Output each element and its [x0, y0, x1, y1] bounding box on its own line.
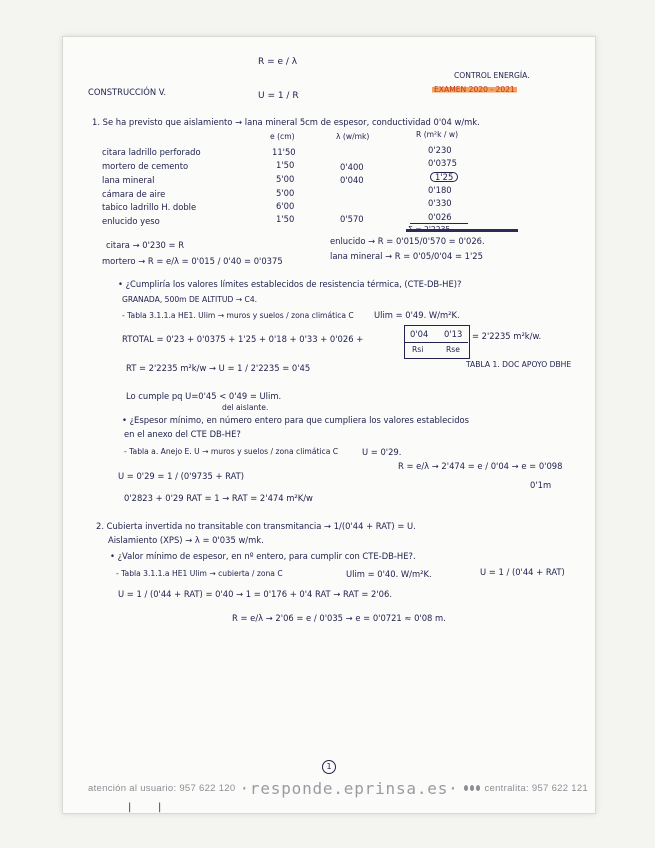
footer-phone-user: atención al usuario: 957 622 120: [88, 782, 236, 794]
table-row-e: 1'50: [276, 214, 295, 224]
table-row-lambda: 0'570: [340, 214, 364, 224]
scan-mark: |: [128, 802, 132, 813]
q2-calc-2: R = e/λ → 2'06 = e / 0'035 → e = 0'0721 ≈ 0'08 m.: [232, 613, 446, 623]
rsi-value: 0'04: [410, 329, 429, 339]
facebook-icon: [470, 785, 474, 791]
table-row-r: 0'230: [428, 145, 452, 155]
table-row-e: 5'00: [276, 188, 295, 198]
footer: [88, 778, 589, 798]
rse-value: 0'13: [444, 329, 463, 339]
col-header-r: R (m²k / w): [416, 130, 459, 139]
u-equation: U = 0'29 = 1 / (0'9735 + RAT): [118, 471, 245, 481]
u-value-029: U = 0'29.: [362, 447, 402, 457]
twitter-icon: [476, 785, 480, 791]
exam-label: EXAMEN 2020 - 2021: [434, 85, 515, 94]
e-result: 0'1m: [530, 480, 552, 490]
calc-lana: lana mineral → R = 0'05/0'04 = 1'25: [330, 251, 483, 261]
box-divider: [404, 342, 468, 343]
col-header-lambda: λ (w/mk): [336, 132, 370, 141]
table-row-name: mortero de cemento: [102, 161, 189, 171]
bullet-espesor-2: en el anexo del CTE DB-HE?: [124, 429, 241, 439]
q1-statement: 1. Se ha previsto que aislamiento → lana mineral 5cm de espesor, conductividad 0'04 w/mk.: [92, 117, 480, 127]
q2-statement: 2. Cubierta invertida no transitable con transmitancia → 1/(0'44 + RAT) = U.: [96, 521, 416, 531]
q2-bullet: • ¿Valor mínimo de espesor, en nº entero, para cumplir con CTE-DB-HE?.: [110, 551, 416, 561]
q2-aislamiento: Aislamiento (XPS) → λ = 0'035 w/mk.: [108, 535, 264, 545]
table-row-r: 0'330: [428, 198, 452, 208]
calc-enlucido: enlucido → R = 0'015/0'570 = 0'026.: [330, 236, 485, 246]
page-number: 1: [322, 760, 336, 774]
table-row-lambda: 0'040: [340, 175, 364, 185]
tabla-anejo: - Tabla a. Anejo E. U → muros y suelos / zona climática C: [124, 447, 339, 456]
table-ref: - Tabla 3.1.1.a HE1. Ulim → muros y suelos / zona climática C: [122, 311, 354, 320]
calc-mortero: mortero → R = e/λ = 0'015 / 0'40 = 0'0375: [102, 256, 283, 266]
footer-brand: ·responde.eprinsa.es·: [239, 778, 459, 798]
del-aislante: del aislante.: [222, 403, 269, 412]
sum-line: [410, 223, 468, 224]
table-row-r: 0'0375: [428, 158, 457, 168]
table-row-name: enlucido yeso: [102, 216, 160, 226]
instagram-icon: [464, 785, 468, 791]
table-row-e: 5'00: [276, 174, 295, 184]
topic-label: CONTROL ENERGÍA.: [454, 71, 530, 80]
col-header-e: e (cm): [270, 132, 295, 141]
rtotal-line: RTOTAL = 0'23 + 0'0375 + 1'25 + 0'18 + 0'33 + 0'026 +: [122, 334, 364, 344]
rt-line: RT = 2'2235 m²k/w → U = 1 / 2'2235 = 0'45: [126, 363, 311, 373]
table-row-e: 1'50: [276, 160, 295, 170]
table-row-lambda: 0'400: [340, 162, 364, 172]
strike-through: [406, 229, 518, 232]
q2-ulim: Ulim = 0'40. W/m²K.: [346, 569, 432, 579]
table-row-e: 11'50: [272, 147, 296, 157]
table-row-r: 0'180: [428, 185, 452, 195]
table-row-e: 6'00: [276, 201, 295, 211]
table-note: TABLA 1. DOC APOYO DBHE: [466, 360, 572, 369]
bullet-cumpliria: • ¿Cumpliría los valores límites establecidos de resistencia térmica, (CTE-DB-HE)?: [118, 279, 462, 289]
q2-u-fraction: U = 1 / (0'44 + RAT): [480, 567, 565, 577]
table-row-name: lana mineral: [102, 175, 155, 185]
footer-phone-central: centralita: 957 622 121: [484, 782, 589, 794]
course-title: CONSTRUCCIÓN V.: [88, 87, 167, 97]
rat-equation: 0'2823 + 0'29 RAT = 1 → RAT = 2'474 m²K/w: [124, 493, 313, 503]
formula-u: U = 1 / R: [258, 91, 299, 101]
table-row-r: 1'25: [430, 172, 458, 182]
rse-label: Rse: [446, 345, 460, 354]
formula-r: R = e / λ: [258, 57, 298, 67]
table-row-name: tabico ladrillo H. doble: [102, 202, 197, 212]
q2-tabla: - Tabla 3.1.1.a HE1 Ulim → cubierta / zona C: [116, 569, 283, 578]
rsi-label: Rsi: [412, 345, 424, 354]
q2-calc-1: U = 1 / (0'44 + RAT) = 0'40 → 1 = 0'176 + 0'4 RAT → RAT = 2'06.: [118, 589, 392, 599]
bullet-espesor: • ¿Espesor mínimo, en número entero para que cumpliera los valores establecidos: [122, 415, 469, 425]
rtotal-result: = 2'2235 m²k/w.: [472, 331, 542, 341]
ulim-value: Ulim = 0'49. W/m²K.: [374, 310, 460, 320]
table-row-name: citara ladrillo perforado: [102, 147, 201, 157]
scan-mark: |: [158, 802, 162, 813]
e-equation: R = e/λ → 2'474 = e / 0'04 → e = 0'098: [398, 461, 563, 471]
calc-citara: citara → 0'230 = R: [106, 240, 185, 250]
table-row-name: cámara de aire: [102, 189, 166, 199]
location: GRANADA, 500m DE ALTITUD → C4.: [122, 295, 258, 304]
cumple-line: Lo cumple pq U=0'45 < 0'49 = Ulim.: [126, 391, 282, 401]
table-row-r: 0'026: [428, 212, 452, 222]
